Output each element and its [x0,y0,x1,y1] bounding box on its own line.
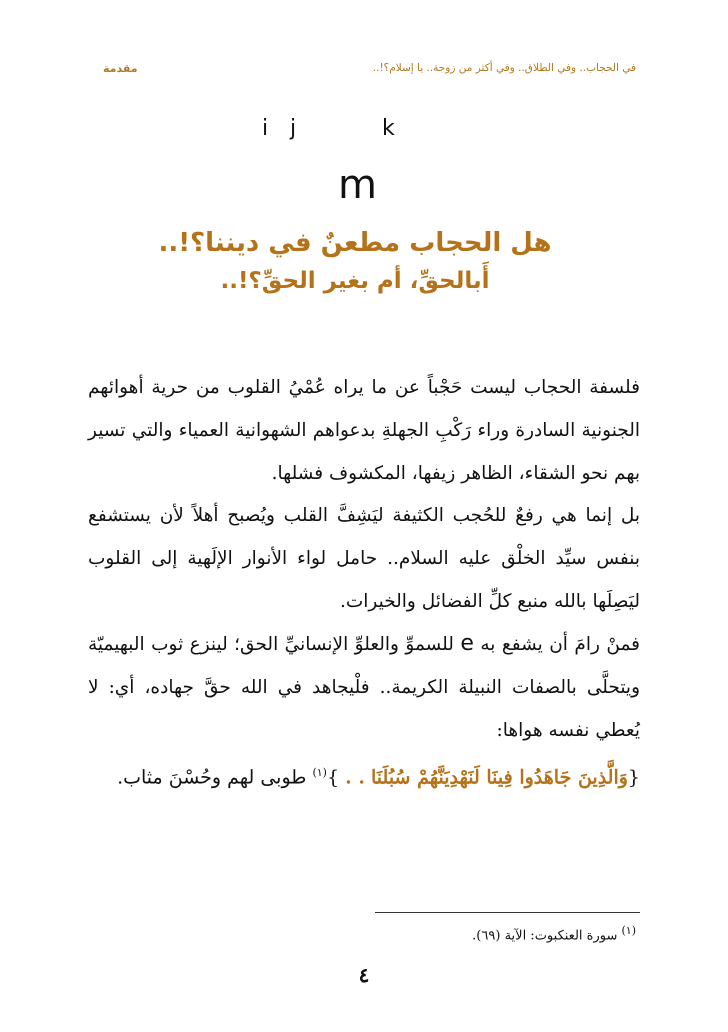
decor-glyph-m: m [338,162,377,208]
footnote-marker: (١) [621,924,636,937]
verse-text: وَالَّذِينَ جَاهَدُوا فِينَا لَنَهْدِيَنَّهُمْ سُبُلَنَا [371,766,628,789]
paragraph-2: بل إنما هي رفعٌ للحُجب الكثيفة ليَشِفَّ القلب ويُصبح أهلاً لأن يستشفع بنفس سيِّد الخلْق عليه السلام.. حامل لواء الأنوار الإلَهية إلى القلوب ليَصِلَها بالله منبع كلِّ الفضائل والخيرات. [88,505,640,612]
footnote-text: سورة العنكبوت: الآية (٦٩). [472,928,618,944]
verse-dots: . . [345,766,365,789]
prophet-symbol-glyph: e [460,631,474,656]
paragraph-1: فلسفة الحجاب ليست حَجْباً عن ما يراه عُمْيُ القلوب من حرية أهوائهم الجنونية السادرة وراء رَكْبِ الجهلةِ بدعواهم الشهوانية العمياء والتي تسير بهم نحو الشقاء، الظاهر زيفها، المكشوف فشلها. [88,377,640,484]
paragraph-3-after: للسموِّ والعلوِّ الإنسانيِّ الحق؛ لينزع ثوب البهيميّة ويتحلَّى بالصفات النبيلة الكريمة.. فلْيجاهد في الله حقَّ جهاده، أي: لا يُعطي نفسه هواها: [88,634,640,741]
verse-open-brace: { [627,766,640,789]
decor-glyph-j: j [290,116,297,141]
header-section-label: مقدمة [103,62,138,75]
page-number: ٤ [358,963,370,987]
decor-glyph-k: k [382,116,395,141]
paragraph-3-before: فمنْ رامَ أن يشفع به [480,634,640,655]
paragraph-3 [88,622,640,752]
heading-line-1: هل الحجاب مطعنٌ في ديننا؟!.. [158,228,552,258]
footnote-reference: (١) [312,766,327,779]
header-running-title: في الحجاب.. وفي الطلاق.. وفي أكثر من زوجة.. يا إسلام؟!.. [372,62,636,74]
decor-glyph-i: i [262,116,269,141]
verse-after-text: طوبى لهم وحُسْنَ مثاب. [117,766,307,789]
quran-verse-line [117,766,640,789]
verse-close-brace: } [326,766,340,789]
heading-line-2: أَبالحقِّ، أم بغير الحقِّ؟!.. [220,268,490,294]
footnote-divider [375,912,640,913]
footnote [380,924,636,943]
